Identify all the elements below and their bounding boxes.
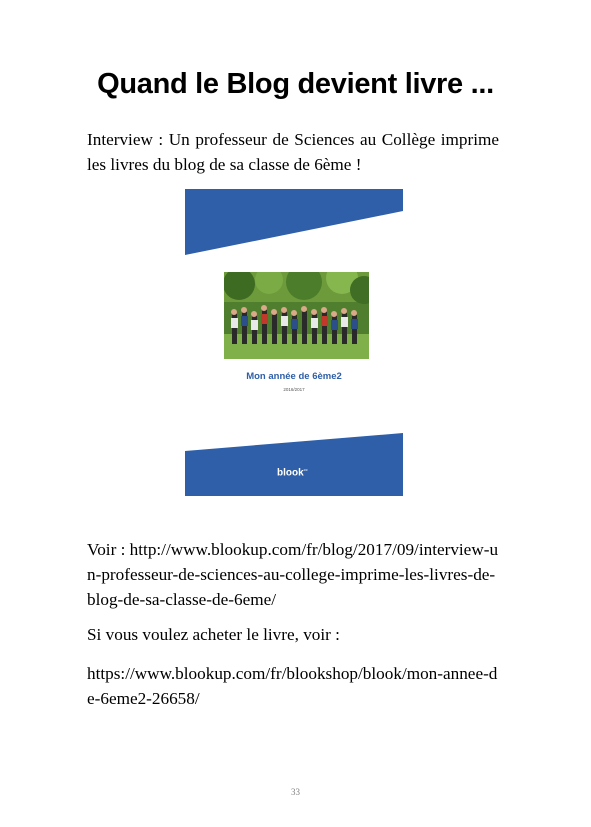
blook-logo: [277, 467, 308, 478]
book-cover-image: [185, 189, 403, 496]
blook-logo-text: blook: [277, 467, 304, 479]
article-link[interactable]: http://www.blookup.com/fr/blog/2017/09/interview-un-professeur-de-sciences-au-college-imprime-les-livres-de-blog-de-sa-classe-de-6eme/: [87, 540, 499, 609]
blook-logo-mark: cc: [303, 467, 308, 472]
cover-bottom-band: [185, 433, 403, 496]
class-group-photo: [224, 272, 369, 359]
book-title: Mon année de 6ème2: [246, 371, 342, 382]
page-title: Quand le Blog devient livre ...: [97, 68, 494, 100]
buy-paragraph: Si vous voulez acheter le livre, voir :: [87, 625, 340, 644]
voir-label: Voir :: [87, 540, 130, 559]
book-year: 2016/2017: [283, 387, 305, 392]
voir-paragraph: [87, 537, 499, 612]
shop-link[interactable]: https://www.blookup.com/fr/blookshop/blook/mon-annee-de-6eme2-26658/: [87, 664, 498, 708]
intro-paragraph: Interview : Un professeur de Sciences au Collège imprime les livres du blog de sa classe de 6ème !: [87, 130, 499, 174]
page-number: 33: [291, 787, 300, 797]
cover-top-band: [185, 189, 403, 255]
